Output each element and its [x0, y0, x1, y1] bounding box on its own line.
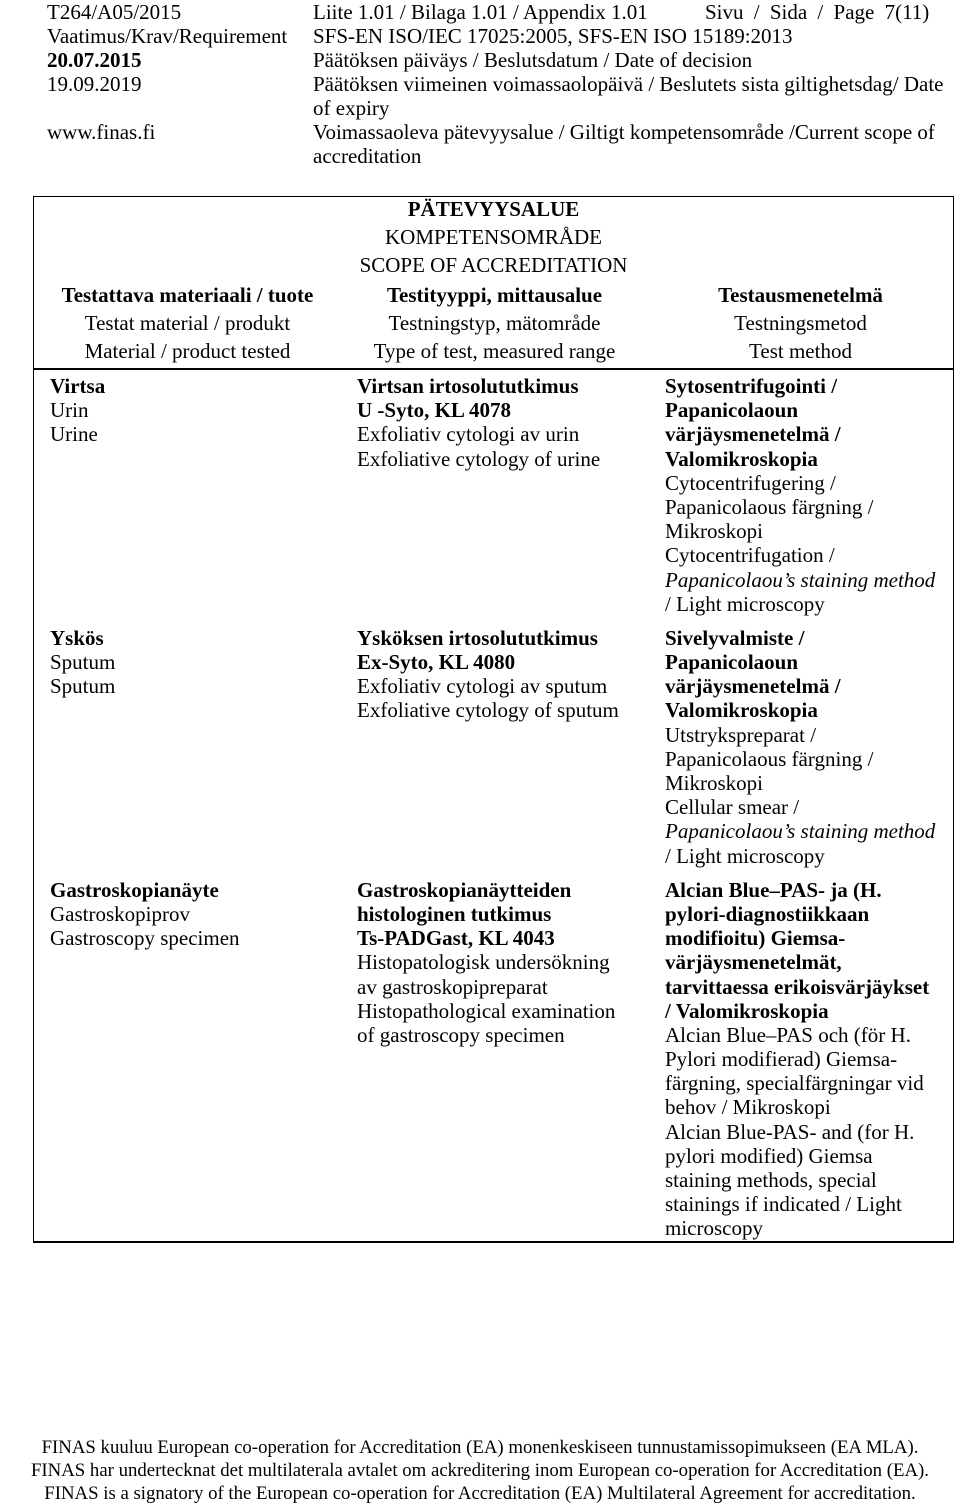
method-line-fi: värjäysmenetelmä /	[665, 674, 841, 699]
column-headers	[34, 281, 953, 365]
requirement-value: SFS-EN ISO/IEC 17025:2005, SFS-EN ISO 15189:2013	[313, 24, 793, 48]
cell-test	[341, 374, 648, 471]
method-line-en: pylori modified) Giemsa	[665, 1143, 873, 1168]
test-line-sv: Exfoliativ cytologi av sputum	[357, 674, 608, 699]
method-line-en: / Light microscopy	[665, 843, 825, 868]
method-line-sv: Alcian Blue–PAS och (för H.	[665, 1022, 911, 1047]
cell-material	[34, 626, 341, 699]
scope-label-line: accreditation	[313, 144, 422, 168]
material-line-fi: Virtsa	[50, 374, 106, 398]
material-line-en: Gastroscopy specimen	[50, 926, 240, 951]
test-line-fi: histologinen tutkimus	[357, 901, 552, 926]
method-line-en: Cytocentrifugation /	[665, 543, 835, 568]
table-body	[34, 370, 953, 1241]
method-line-en: Alcian Blue-PAS- and (for H.	[665, 1119, 915, 1144]
expiry-date-label-line: Päätöksen viimeinen voimassaolopäivä / Beslutets sista giltighetsdag/ Date	[313, 72, 944, 96]
column-header-material	[34, 281, 341, 365]
method-line-fi: modifioitu) Giemsa-	[665, 926, 846, 951]
cell-test	[341, 626, 648, 723]
column-header-en: Test method	[749, 339, 852, 363]
document-code: T264/A05/2015	[47, 0, 182, 24]
decision-date-label: Päätöksen päiväys / Beslutsdatum / Date of decision	[313, 48, 753, 72]
test-line-fi: Gastroskopianäytteiden	[357, 877, 572, 902]
column-header-sv: Testningstyp, mätområde	[388, 311, 601, 335]
method-line-fi: Valomikroskopia	[665, 698, 818, 723]
column-header-method	[648, 281, 953, 365]
table-title-fi: PÄTEVYYSALUE	[407, 197, 580, 221]
table-header	[34, 197, 953, 370]
column-header-test	[341, 281, 648, 365]
method-line-sv: Cytocentrifugering /	[665, 470, 836, 495]
column-header-fi: Testityyppi, mittausalue	[386, 283, 603, 307]
method-line-fi: Sivelyvalmiste /	[665, 625, 805, 650]
scope-label-line: Voimassaoleva pätevyysalue / Giltigt kompetensområde /Current scope of	[313, 120, 935, 144]
expiry-date-label-line: of expiry	[313, 96, 390, 120]
method-line-sv: Mikroskopi	[665, 519, 764, 544]
method-line-fi: / Valomikroskopia	[665, 998, 829, 1023]
footer-line-en: FINAS is a signatory of the European co-operation for Accreditation (EA) Multilateral Agreement for accreditation.	[44, 1483, 916, 1504]
page-number: Sivu / Sida / Page 7(11)	[705, 0, 930, 24]
method-line-sv: Utstrykspreparat /	[665, 722, 817, 747]
cell-material	[34, 878, 341, 951]
cell-method	[648, 878, 953, 1241]
material-line-en: Urine	[50, 422, 98, 447]
column-header-sv: Testat material / produkt	[84, 311, 291, 335]
footer-line-sv: FINAS har undertecknat det multilaterala avtalet om ackreditering inom European co-operation for Accreditation (EA).	[30, 1460, 930, 1481]
test-line-sv: Exfoliativ cytologi av urin	[357, 422, 580, 447]
expiry-date: 19.09.2019	[47, 72, 142, 96]
method-line-sv: Papanicolaous färgning /	[665, 494, 874, 519]
test-line-en: Exfoliative cytology of sputum	[357, 698, 619, 723]
method-line-sv: Mikroskopi	[665, 771, 764, 795]
method-line-fi: värjäysmenetelmät,	[665, 950, 842, 975]
method-line-sv: Pylori modifierad) Giemsa-	[665, 1047, 898, 1072]
test-line-en: Histopathological examination	[357, 998, 616, 1023]
test-line-fi: U -Syto, KL 4078	[357, 398, 512, 423]
cell-test	[341, 878, 648, 1047]
material-line-en: Sputum	[50, 674, 116, 699]
method-line-sv: Papanicolaous färgning /	[665, 746, 874, 771]
column-header-en: Type of test, measured range	[373, 339, 616, 363]
cell-material	[34, 374, 341, 447]
method-line-sv: färgning, specialfärgningar vid	[665, 1071, 924, 1096]
method-line-en: staining methods, special	[665, 1168, 877, 1192]
test-line-sv: av gastroskopipreparat	[357, 974, 548, 999]
method-line-fi: pylori-diagnostiikkaan	[665, 901, 870, 926]
website: www.finas.fi	[47, 120, 156, 144]
method-line-sv: behov / Mikroskopi	[665, 1095, 831, 1120]
method-line-fi: värjäysmenetelmä /	[665, 422, 841, 447]
table-row	[34, 874, 953, 1241]
test-line-en: of gastroscopy specimen	[357, 1022, 565, 1047]
table-row	[34, 370, 953, 622]
test-line-en: Exfoliative cytology of urine	[357, 446, 601, 471]
test-line-fi: Ex-Syto, KL 4080	[357, 650, 516, 675]
appendix-label: Liite 1.01 / Bilaga 1.01 / Appendix 1.01	[313, 0, 648, 24]
decision-date: 20.07.2015	[47, 48, 142, 72]
column-header-fi: Testausmenetelmä	[718, 283, 883, 307]
material-line-fi: Gastroskopianäyte	[50, 877, 219, 902]
table-title-sv: KOMPETENSOMRÅDE	[384, 225, 602, 249]
requirement-label: Vaatimus/Krav/Requirement	[47, 24, 288, 48]
column-header-en: Material / product tested	[84, 339, 291, 363]
cell-method	[648, 374, 953, 616]
method-line-fi: Alcian Blue–PAS- ja (H.	[665, 877, 882, 902]
method-line-en: Cellular smear /	[665, 795, 800, 820]
material-line-sv: Sputum	[50, 650, 116, 675]
table-title-en: SCOPE OF ACCREDITATION	[359, 253, 628, 277]
test-line-fi: Ysköksen irtosolututkimus	[357, 625, 598, 650]
cell-method	[648, 626, 953, 868]
method-line-fi: Valomikroskopia	[665, 446, 818, 471]
method-line-fi: tarvittaessa erikoisvärjäykset	[665, 974, 930, 999]
method-line-fi: Papanicolaoun	[665, 398, 799, 423]
method-line-en: stainings if indicated / Light	[665, 1192, 902, 1217]
method-line-fi: Sytosentrifugointi /	[665, 374, 838, 398]
method-line-en: Papanicolaou’s staining method	[665, 567, 936, 592]
test-line-sv: Histopatologisk undersökning	[357, 950, 610, 975]
test-line-fi: Ts-PADGast, KL 4043	[357, 926, 555, 951]
footer-line-fi: FINAS kuuluu European co-operation for Accreditation (EA) monenkeskiseen tunnustamissopimukseen (EA MLA).	[41, 1437, 919, 1458]
method-line-fi: Papanicolaoun	[665, 650, 799, 675]
method-line-en: microscopy	[665, 1216, 763, 1241]
table-row	[34, 622, 953, 874]
test-line-fi: Virtsan irtosolututkimus	[357, 374, 579, 398]
column-header-sv: Testningsmetod	[734, 311, 867, 335]
material-line-fi: Yskös	[50, 625, 104, 650]
scope-table	[33, 196, 954, 1243]
material-line-sv: Gastroskopiprov	[50, 901, 190, 926]
column-header-fi: Testattava materiaali / tuote	[61, 283, 314, 307]
method-line-en: / Light microscopy	[665, 591, 825, 616]
method-line-en: Papanicolaou’s staining method	[665, 819, 936, 844]
material-line-sv: Urin	[50, 398, 89, 423]
page-footer	[0, 1436, 960, 1505]
